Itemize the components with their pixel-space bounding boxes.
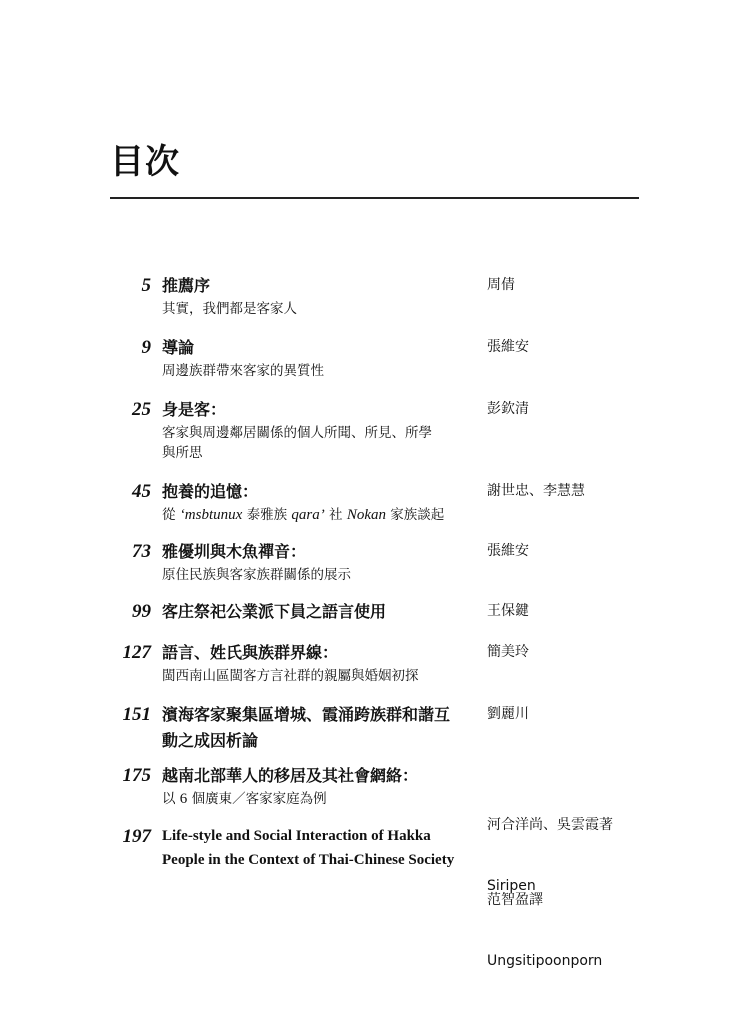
subtitle-italic-text: ‘msbtunux: [179, 507, 243, 523]
entry-author: [487, 824, 647, 1024]
entry-title: 客庄祭祀公業派下員之語言使用: [162, 602, 387, 621]
page-number: 9: [141, 337, 151, 358]
author-line: 范智盈譯: [487, 892, 543, 908]
entry-title: 越南北部華人的移居及其社會網絡：: [162, 766, 419, 785]
entry-titles: [162, 273, 480, 319]
subtitle-text: 從: [162, 507, 180, 523]
entry-titles: [162, 397, 480, 463]
page-number: 45: [132, 481, 151, 502]
entry-titles: [162, 702, 480, 754]
entry-subtitle-line: 客家與周邊鄰居關係的個人所聞、所見、所學: [162, 425, 432, 441]
entry-title: 身是客：: [162, 400, 227, 419]
subtitle-italic-text: Nokan: [346, 507, 386, 523]
entry-subtitle-line: 與所思: [162, 445, 203, 461]
page-number: 99: [132, 601, 151, 622]
subtitle-number: 6: [179, 791, 188, 807]
subtitle-italic-text: qara’: [291, 507, 325, 523]
title-divider: [110, 197, 639, 199]
entry-subtitle: 閩西南山區閩客方言社群的親屬與婚姻初探: [162, 668, 419, 684]
entry-author: 劉麗川: [487, 706, 529, 722]
entry-title-line: Life-style and Social Interaction of Hakka: [162, 828, 431, 844]
entry-subtitle: [162, 505, 480, 525]
subtitle-text: 個廣東／客家家庭為例: [187, 791, 327, 807]
entry-title-line: People in the Context of Thai-Chinese Society: [162, 852, 455, 868]
entry-titles: [162, 763, 480, 809]
entry-subtitle: [162, 789, 480, 809]
subtitle-text: 社: [324, 507, 347, 523]
entry-title: 雅優圳與木魚禪音：: [162, 542, 307, 561]
entry-author: 王保鍵: [487, 603, 529, 619]
page-number: 25: [132, 399, 151, 420]
entry-subtitle: 周邊族群帶來客家的異質性: [162, 363, 324, 379]
entry-titles: [162, 640, 480, 686]
page-number: 151: [122, 704, 151, 725]
entry-title: 推薦序: [162, 276, 211, 295]
page-number: 197: [122, 826, 151, 847]
page-number: 175: [122, 765, 151, 786]
subtitle-text: 以: [162, 791, 180, 807]
entry-titles: [162, 824, 492, 872]
page-number: 73: [132, 541, 151, 562]
entry-title: 抱養的追憶：: [162, 482, 259, 501]
subtitle-text: 泰雅族: [242, 507, 292, 523]
page-title: 目次: [110, 142, 180, 182]
entry-title-line: 動之成因析論: [162, 731, 259, 750]
subtitle-text: 家族談起: [386, 507, 445, 523]
entry-titles: [162, 539, 480, 585]
entry-title: 導論: [162, 338, 195, 357]
entry-author: 張維安: [487, 543, 529, 559]
entry-titles: [162, 479, 480, 525]
entry-titles: [162, 335, 480, 381]
author-line: Ungsitipoonporn: [487, 953, 603, 969]
author-line: 河合洋尚、吳雲霞著: [487, 817, 613, 833]
entry-titles: [162, 599, 480, 625]
entry-title-line: 濱海客家聚集區增城、霞涌跨族群和諧互: [162, 705, 451, 724]
entry-author: 周倩: [487, 277, 515, 293]
entry-subtitle: 其實，我們都是客家人: [162, 301, 297, 317]
page-number: 127: [122, 642, 151, 663]
author-line: Siripen: [487, 878, 536, 894]
entry-author: 謝世忠、李慧慧: [487, 483, 585, 499]
entry-author: 彭欽清: [487, 401, 529, 417]
entry-subtitle: 原住民族與客家族群關係的展示: [162, 567, 351, 583]
page-number: 5: [141, 275, 151, 296]
entry-author: 張維安: [487, 339, 529, 355]
entry-title: 語言、姓氏與族群界線：: [162, 643, 339, 662]
entry-author: 簡美玲: [487, 644, 529, 660]
